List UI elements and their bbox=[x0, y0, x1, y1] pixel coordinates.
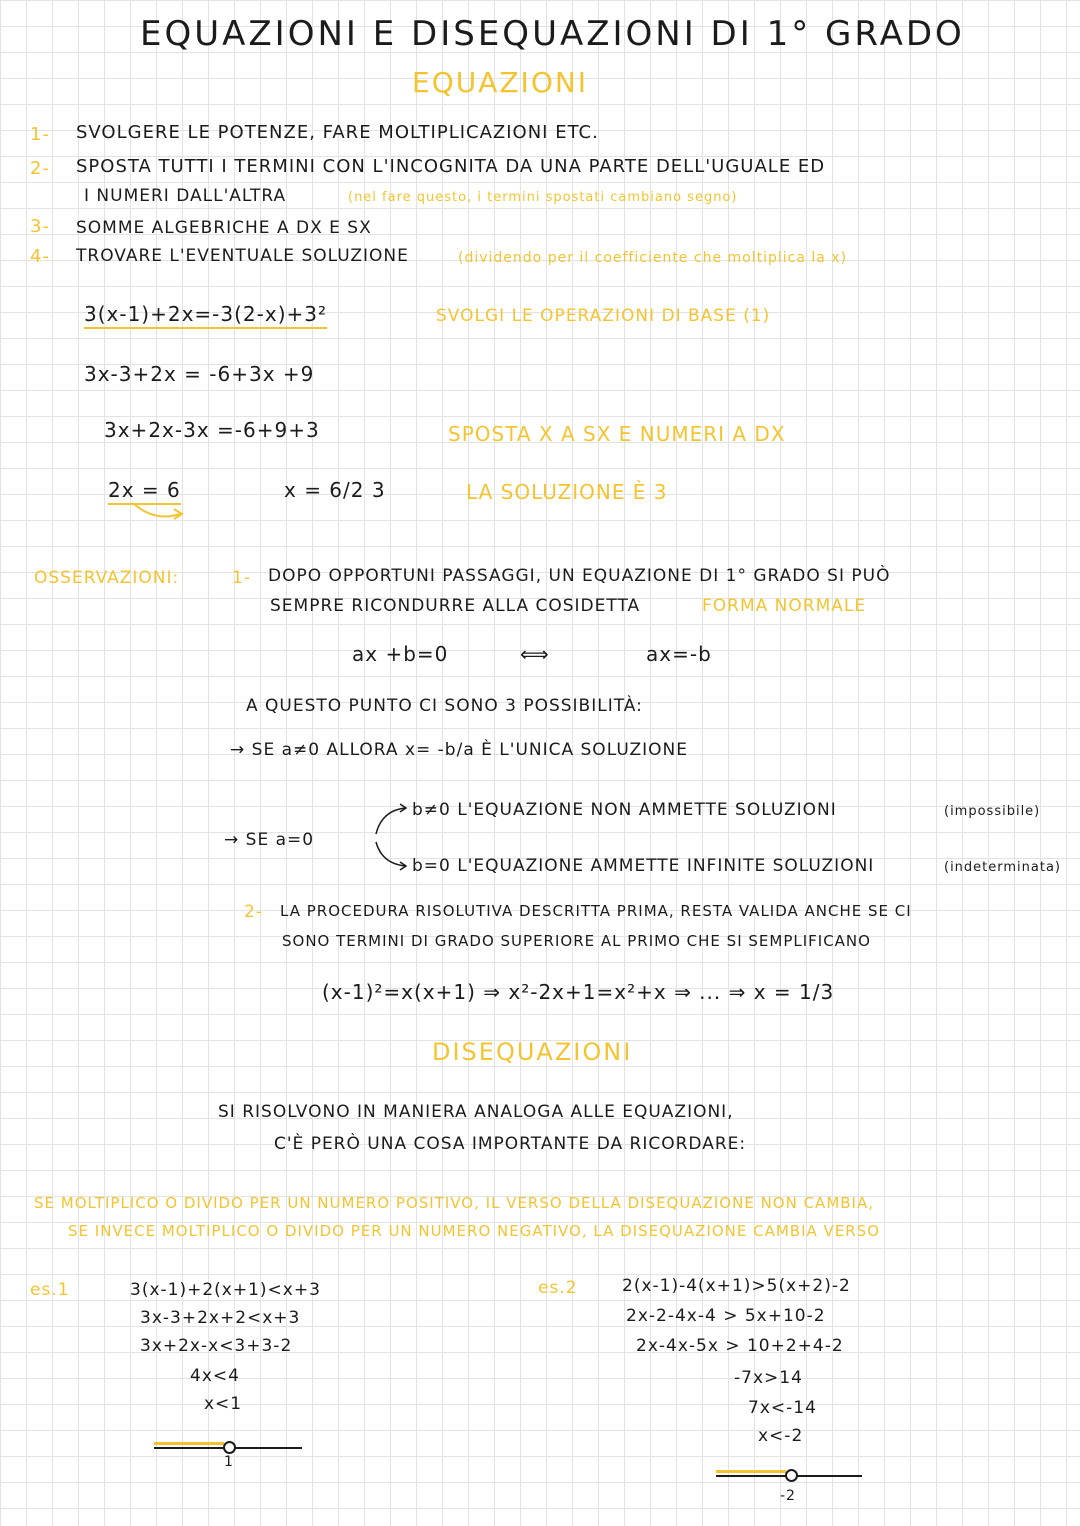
osservazioni-label: OSSERVAZIONI: bbox=[34, 568, 180, 588]
es2-line-4: -7x>14 bbox=[734, 1368, 803, 1388]
es2-line-6: x<-2 bbox=[758, 1426, 804, 1446]
step-4-number: 4- bbox=[30, 246, 50, 267]
es2-open-point bbox=[785, 1469, 798, 1482]
step-3-text: SOMME ALGEBRICHE A DX E SX bbox=[76, 218, 372, 238]
es2-label: es.2 bbox=[538, 1278, 578, 1298]
step-4-note: (dividendo per il coefficiente che moltiplica la x) bbox=[458, 250, 848, 266]
es2-axis-label: -2 bbox=[780, 1488, 796, 1504]
es2-line-2: 2x-2-4x-4 > 5x+10-2 bbox=[626, 1306, 826, 1326]
example-line-1-text: 3(x-1)+2x=-3(2-x)+3² bbox=[84, 302, 327, 329]
example-note-1: SVOLGI LE OPERAZIONI DI BASE (1) bbox=[436, 306, 771, 326]
es1-line-1: 3(x-1)+2(x+1)<x+3 bbox=[130, 1280, 321, 1300]
diseq-intro-2: C'È PERÒ UNA COSA IMPORTANTE DA RICORDARE: bbox=[274, 1134, 747, 1154]
step-3-number: 3- bbox=[30, 216, 50, 237]
step-1-number: 1- bbox=[30, 124, 50, 145]
section-title-equazioni: EQUAZIONI bbox=[412, 66, 589, 99]
es1-line-3: 3x+2x-x<3+3-2 bbox=[140, 1336, 293, 1356]
es1-line-5: x<1 bbox=[204, 1394, 243, 1414]
example-line-1 bbox=[84, 302, 327, 326]
es1-solution-range bbox=[154, 1442, 224, 1445]
diseq-intro-1: SI RISOLVONO IN MANIERA ANALOGA ALLE EQUAZIONI, bbox=[218, 1102, 734, 1122]
normal-form-left: ax +b=0 bbox=[352, 642, 449, 666]
step-2-text: SPOSTA TUTTI I TERMINI CON L'INCOGNITA DA UNA PARTE DELL'UGUALE ED bbox=[76, 156, 826, 177]
obs-1-line-1: DOPO OPPORTUNI PASSAGGI, UN EQUAZIONE DI 1° GRADO SI PUÒ bbox=[268, 566, 891, 586]
branch-arrows-icon bbox=[372, 802, 412, 872]
es1-open-point bbox=[223, 1441, 236, 1454]
example-line-4b: x = 6/2 3 bbox=[284, 478, 386, 502]
rule-positive: SE MOLTIPLICO O DIVIDO PER UN NUMERO POSITIVO, IL VERSO DELLA DISEQUAZIONE NON CAMBIA, bbox=[34, 1194, 874, 1212]
obs-1-number: 1- bbox=[232, 568, 251, 588]
case-a-nonzero: → SE a≠0 ALLORA x= -b/a È L'UNICA SOLUZIONE bbox=[230, 740, 688, 760]
case-b-nonzero: b≠0 L'EQUAZIONE NON AMMETTE SOLUZIONI bbox=[412, 800, 837, 820]
example-line-3: 3x+2x-3x =-6+9+3 bbox=[104, 418, 320, 442]
step-2-note: (nel fare questo, i termini spostati cambiano segno) bbox=[348, 190, 738, 205]
obs-2-line-2: SONO TERMINI DI GRADO SUPERIORE AL PRIMO CHE SI SEMPLIFICANO bbox=[282, 932, 871, 950]
rule-negative: SE INVECE MOLTIPLICO O DIVIDO PER UN NUMERO NEGATIVO, LA DISEQUAZIONE CAMBIA VERSO bbox=[68, 1222, 881, 1240]
step-1-text: SVOLGERE LE POTENZE, FARE MOLTIPLICAZIONI ETC. bbox=[76, 122, 599, 143]
example-note-4: LA SOLUZIONE È 3 bbox=[466, 480, 668, 504]
es1-line-2: 3x-3+2x+2<x+3 bbox=[140, 1308, 301, 1328]
es2-line-3: 2x-4x-5x > 10+2+4-2 bbox=[636, 1336, 844, 1356]
example-line-2: 3x-3+2x = -6+3x +9 bbox=[84, 362, 315, 386]
obs-2-number: 2- bbox=[244, 902, 263, 922]
example-line-4a-text: 2x = 6 bbox=[108, 478, 181, 505]
obs-2-example: (x-1)²=x(x+1) ⇒ x²-2x+1=x²+x ⇒ ... ⇒ x = 1/3 bbox=[322, 980, 835, 1004]
section-title-disequazioni: DISEQUAZIONI bbox=[432, 1038, 633, 1066]
es2-line-5: 7x<-14 bbox=[748, 1398, 817, 1418]
case-b-nonzero-note: (impossibile) bbox=[944, 804, 1041, 819]
step-2-number: 2- bbox=[30, 158, 50, 179]
move-arrow-icon bbox=[130, 500, 190, 524]
page-title: EQUAZIONI E DISEQUAZIONI DI 1° GRADO bbox=[140, 14, 965, 54]
case-a-zero: → SE a=0 bbox=[224, 830, 315, 850]
es1-axis-label: 1 bbox=[224, 1454, 234, 1470]
possibilities-text: A QUESTO PUNTO CI SONO 3 POSSIBILITÀ: bbox=[246, 696, 643, 716]
obs-1-line-2: SEMPRE RICONDURRE ALLA COSIDETTA bbox=[270, 596, 641, 616]
step-4-text: TROVARE L'EVENTUALE SOLUZIONE bbox=[76, 246, 409, 266]
equivalence-arrow-icon: ⟺ bbox=[520, 642, 550, 666]
normal-form-right: ax=-b bbox=[646, 642, 712, 666]
example-note-3: SPOSTA X A SX E NUMERI A DX bbox=[448, 422, 786, 446]
normal-form-label: FORMA NORMALE bbox=[702, 596, 867, 616]
es2-solution-range bbox=[716, 1470, 786, 1473]
case-b-zero-note: (indeterminata) bbox=[944, 860, 1062, 875]
case-b-zero: b=0 L'EQUAZIONE AMMETTE INFINITE SOLUZIONI bbox=[412, 856, 875, 876]
step-2-continuation: I NUMERI DALL'ALTRA bbox=[84, 186, 287, 206]
obs-2-line-1: LA PROCEDURA RISOLUTIVA DESCRITTA PRIMA, RESTA VALIDA ANCHE SE CI bbox=[280, 902, 912, 920]
es2-line-1: 2(x-1)-4(x+1)>5(x+2)-2 bbox=[622, 1276, 851, 1296]
example-line-4a bbox=[108, 478, 181, 502]
es1-line-4: 4x<4 bbox=[190, 1366, 240, 1386]
es1-label: es.1 bbox=[30, 1280, 70, 1300]
